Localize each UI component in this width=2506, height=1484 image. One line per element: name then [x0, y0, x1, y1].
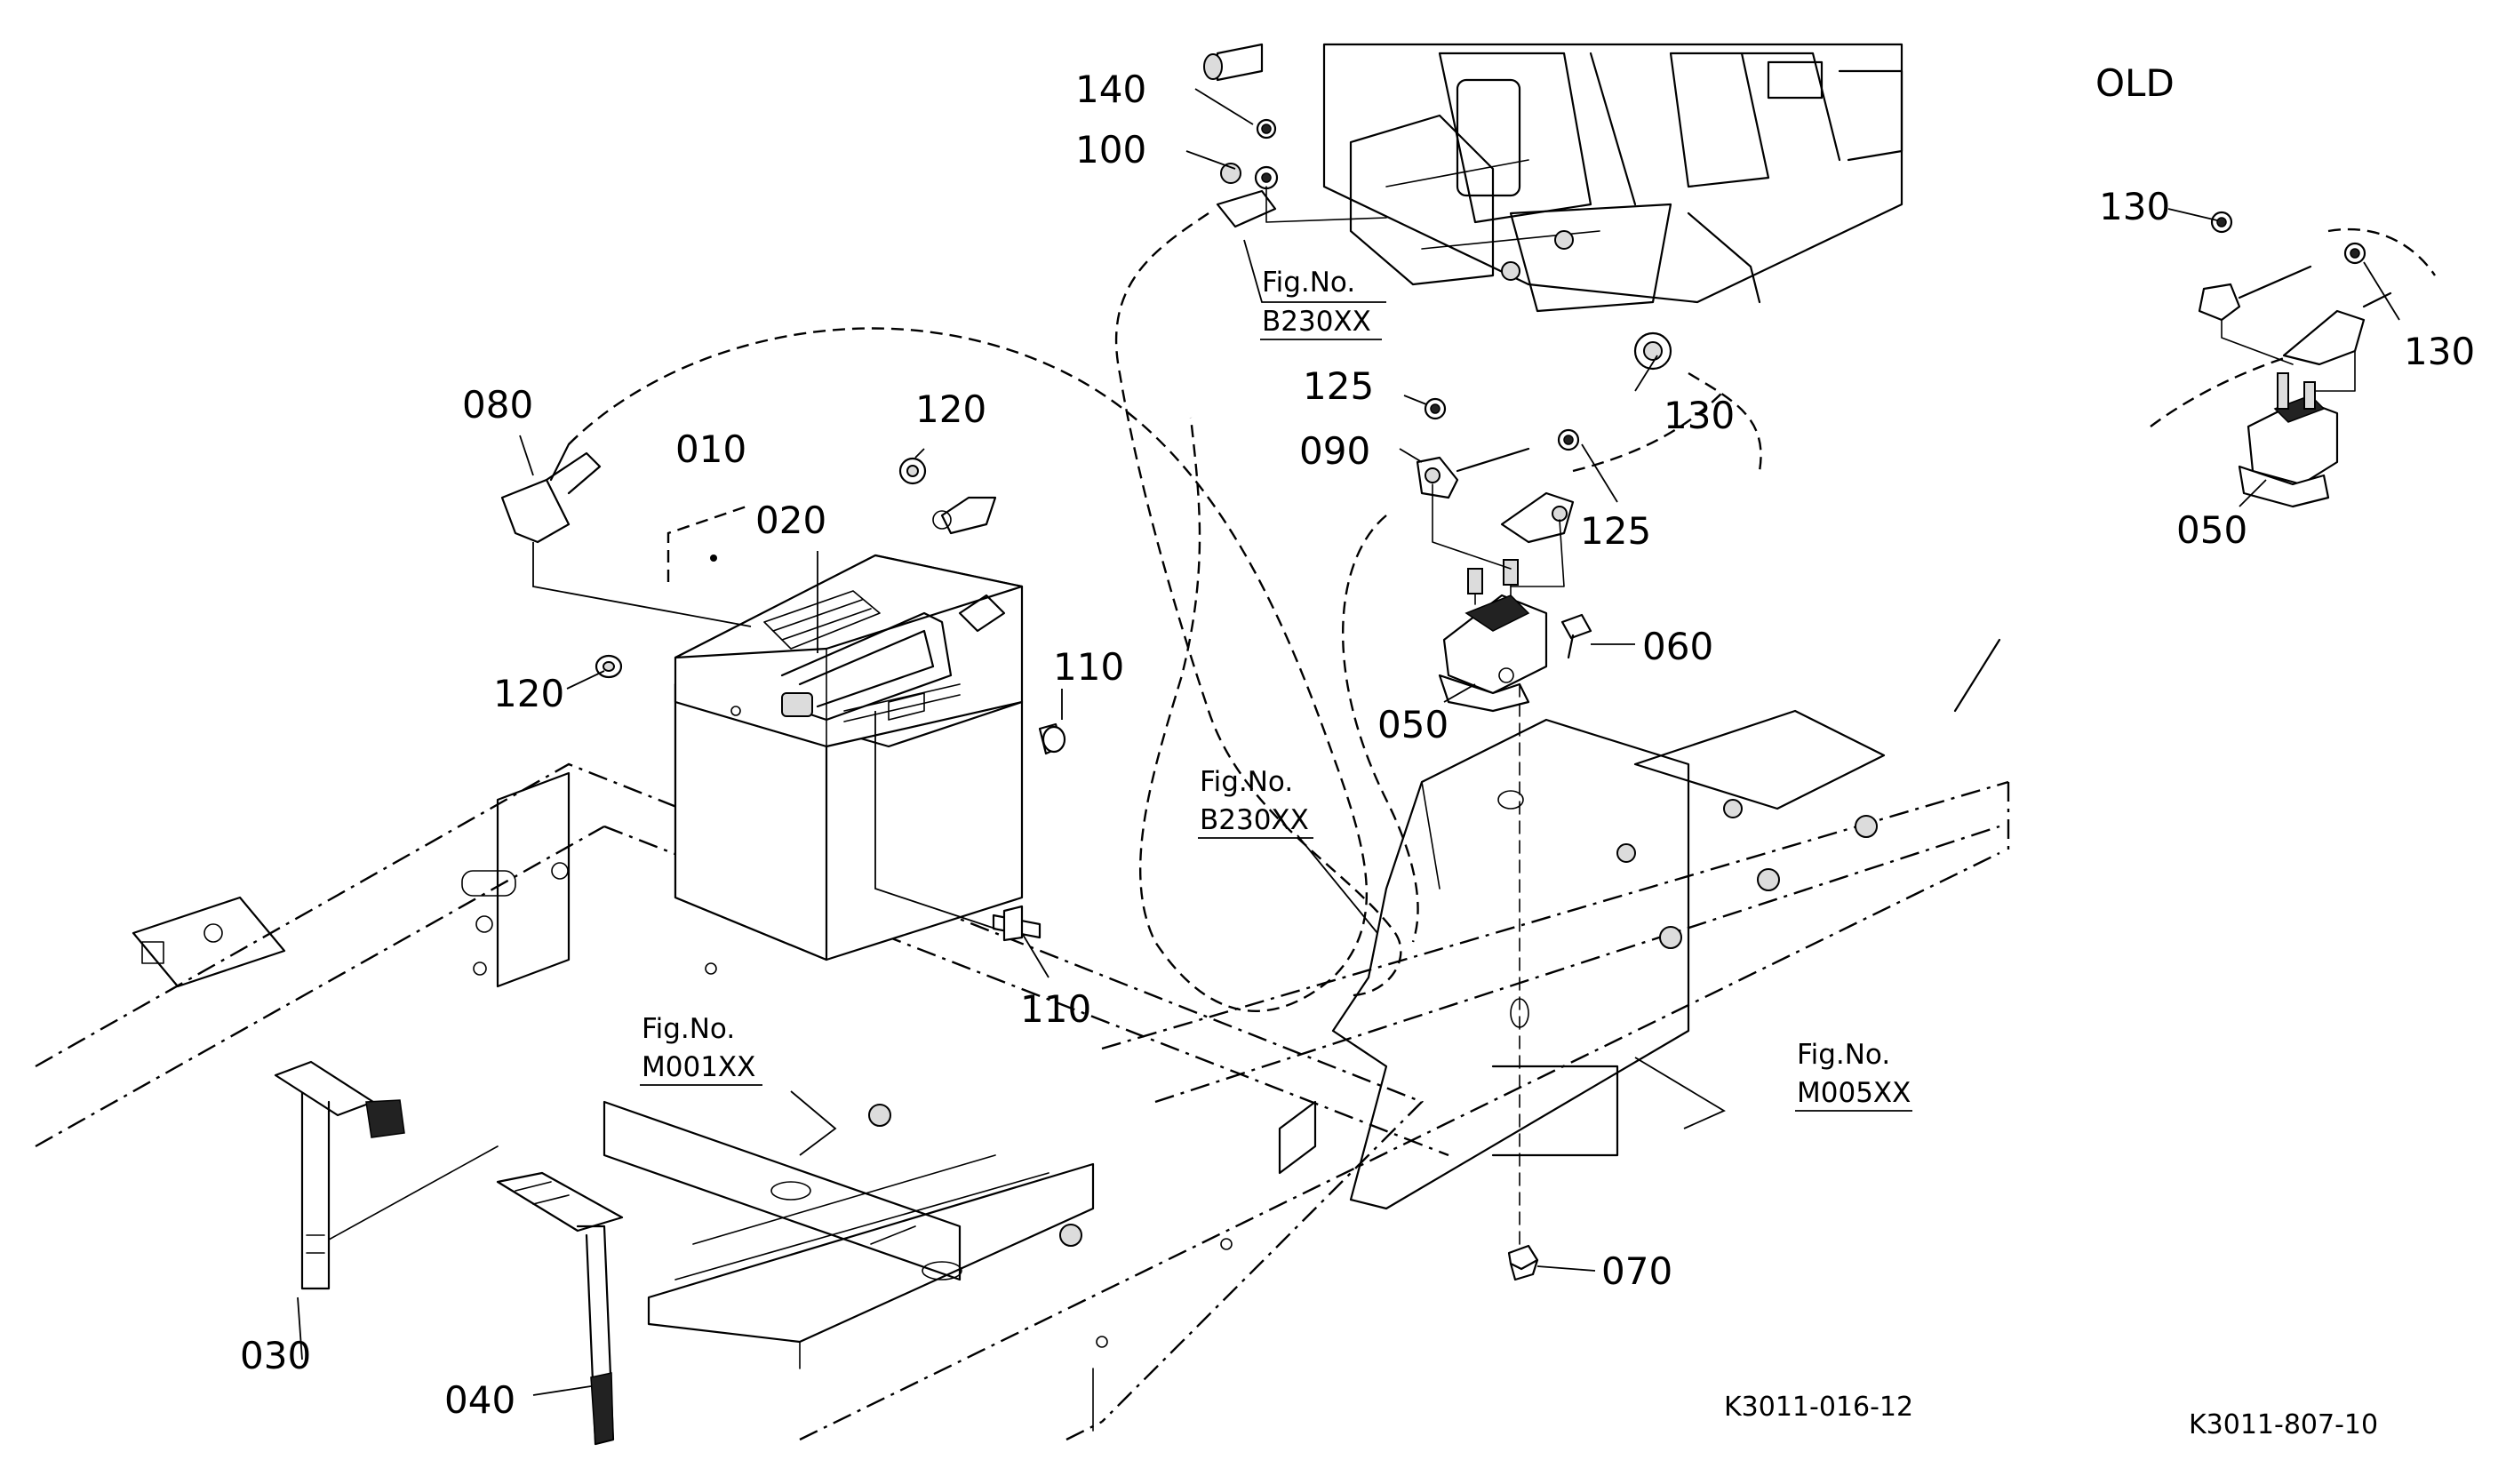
- label-040: 040: [444, 1378, 516, 1422]
- label-125-right: 125: [1580, 509, 1652, 553]
- cable-end-100: [1217, 120, 1386, 227]
- starter-solenoid: [1440, 560, 1591, 711]
- label-120-left: 120: [493, 672, 565, 715]
- drawing-code-main: K3011-016-12: [1724, 1392, 1914, 1423]
- label-080: 080: [462, 383, 534, 427]
- label-050: 050: [1377, 703, 1449, 746]
- terminal-cover-080: [502, 453, 600, 542]
- fig-ref-prefix: Fig.No.: [1200, 766, 1294, 798]
- label-130-mid: 130: [1664, 394, 1736, 437]
- label-070: 070: [1601, 1249, 1673, 1293]
- label-110-bottom: 110: [1020, 987, 1092, 1031]
- drawing-code-old: K3011-807-10: [2189, 1409, 2379, 1440]
- label-130-old-right: 130: [2404, 330, 2476, 373]
- label-010: 010: [675, 427, 747, 471]
- cable-ends-090: [1417, 399, 1578, 586]
- label-050-old: 050: [2176, 508, 2248, 552]
- label-020: 020: [755, 499, 827, 542]
- label-030: 030: [240, 1334, 312, 1377]
- label-110-right: 110: [1053, 645, 1125, 689]
- label-090: 090: [1299, 429, 1371, 473]
- fig-ref-prefix: Fig.No.: [642, 1013, 736, 1045]
- battery-assembly: [668, 507, 1022, 960]
- old-version-label: OLD: [2095, 61, 2175, 105]
- label-100: 100: [1075, 128, 1147, 172]
- fig-ref-prefix: Fig.No.: [1797, 1039, 1891, 1071]
- fig-ref-code: M005XX: [1797, 1077, 1911, 1109]
- label-060: 060: [1642, 625, 1714, 668]
- fig-ref-prefix: Fig.No.: [1262, 267, 1356, 299]
- label-125-top: 125: [1303, 364, 1375, 408]
- label-140: 140: [1075, 68, 1147, 111]
- label-120-top: 120: [915, 387, 987, 431]
- fig-ref-code: B230XX: [1200, 804, 1309, 836]
- old-version-inset: [2151, 212, 2435, 507]
- fig-ref-code: M001XX: [642, 1051, 756, 1083]
- label-130-old-left: 130: [2099, 185, 2171, 228]
- fig-ref-code: B230XX: [1262, 306, 1371, 338]
